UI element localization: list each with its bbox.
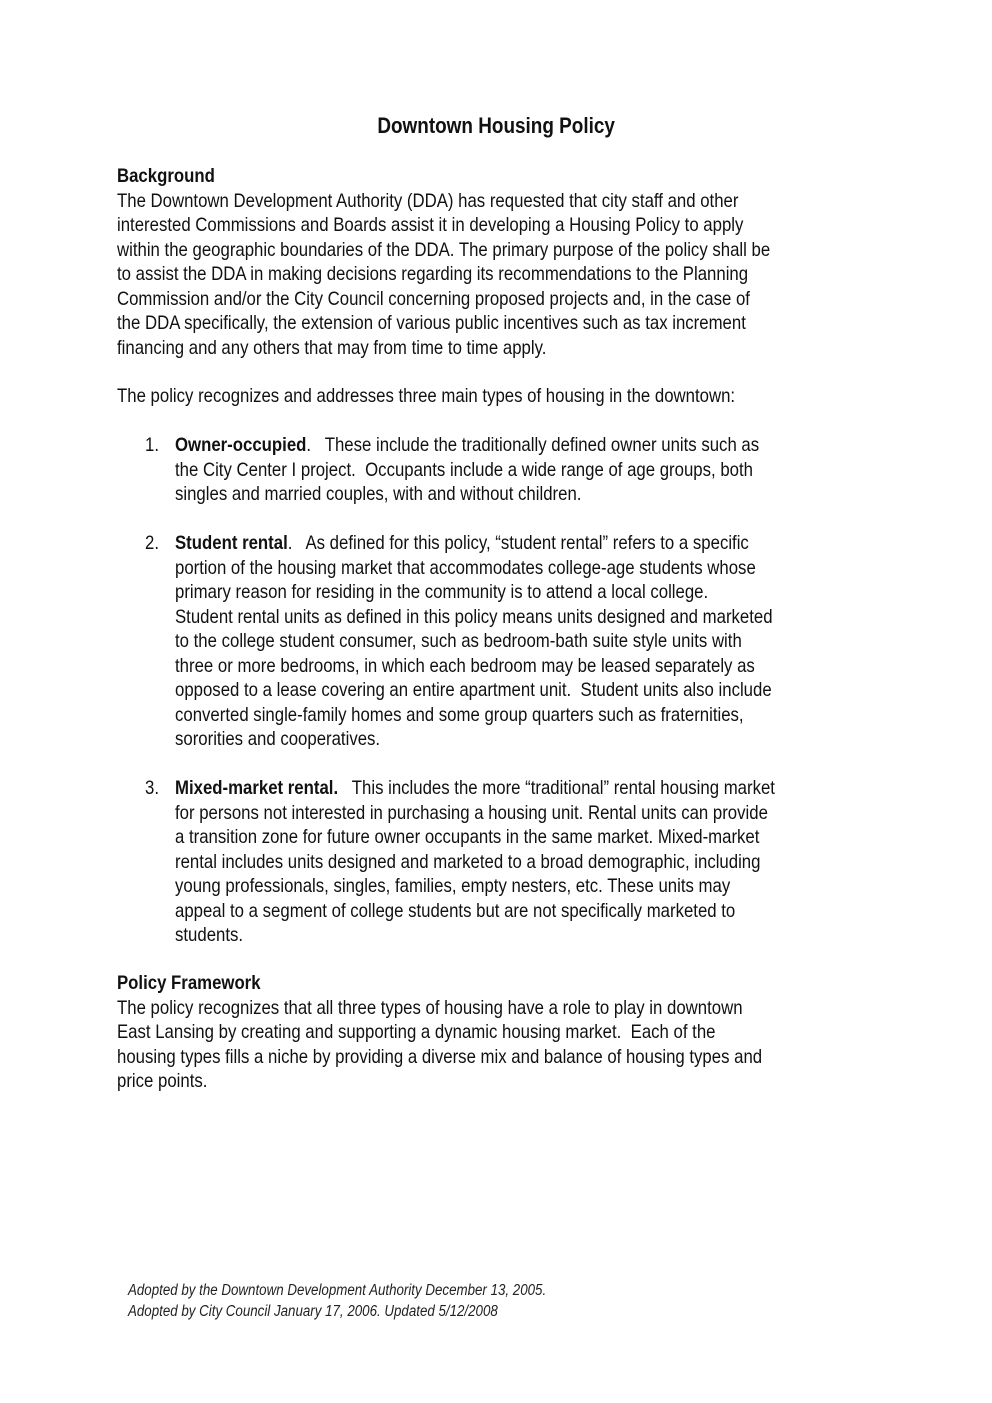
paragraph-line: price points.: [117, 1070, 208, 1092]
page-title: [0, 112, 992, 140]
footer-line: Adopted by City Council January 17, 2006. Updated 5/12/2008: [128, 1303, 498, 1320]
footer-line: Adopted by the Downtown Development Authority December 13, 2005.: [128, 1282, 547, 1299]
paragraph-line: Commission and/or the City Council concerning proposed projects and, in the case of: [117, 287, 750, 310]
term-student-rental: Student rental: [175, 532, 288, 554]
policy-framework-section: [117, 971, 867, 1094]
paragraph-line: the DDA specifically, the extension of various public incentives such as tax increment: [117, 312, 746, 334]
background-section: [117, 164, 877, 360]
list-number: 2.: [145, 532, 159, 554]
list-number: 3.: [145, 777, 159, 799]
section-heading-background: Background: [117, 165, 215, 187]
intro-paragraph: The policy recognizes and addresses three main types of housing in the downtown:: [117, 385, 736, 407]
adoption-footer: [128, 1280, 614, 1322]
paragraph-line: to assist the DDA in making decisions regarding its recommendations to the Planning: [117, 263, 749, 285]
term-owner-occupied: Owner-occupied: [175, 434, 307, 456]
paragraph-line: within the geographic boundaries of the DDA. The primary purpose of the policy shall be: [117, 238, 771, 261]
section-heading-policy-framework: Policy Framework: [117, 972, 261, 994]
paragraph-line: The policy recognizes that all three types of housing have a role to play in downtown: [117, 996, 743, 1019]
paragraph-line: housing types fills a niche by providing a diverse mix and balance of housing types and: [117, 1045, 763, 1068]
paragraph-line: The Downtown Development Authority (DDA) has requested that city staff and other: [117, 189, 739, 212]
paragraph-line: interested Commissions and Boards assist it in developing a Housing Policy to apply: [117, 214, 744, 236]
list-number: 1.: [145, 434, 159, 456]
document-page: Downtown Housing Policy Background The Downtown Development Authority (DDA) has requested that city staff and other interested Commissions and Boards assist it in developing a Housing Policy to apply within the geographic boundaries of the DDA. The primary purpose of the policy shall be to assist the DDA in making decisions regarding its recommendations to the Planning Commission and/or the City Council concerning proposed projects and, in the case of the DDA specifically, the extension of various public incentives such as tax increment financing and any others that may from time to time apply. The policy recognizes and addresses three main types of housing in the downtown: 1. Owner-occupied. These include the traditionally defined owner units such as the City Center I project. Occupants include a wide range of age groups, both singles and married couples, with and without children. 2. Student rental. As defined for this policy, “student rental” refers to a specific portion of the housing market that accommodates college-age students whose primary reason for residing in the community is to attend a local college. Student rental units as defined in this policy means units designed and marketed to the college student consumer, such as bedroom-bath suite style units with three or more bedrooms, in which each bedroom may be leased separately as opposed to a lease covering an entire apartment unit. Student units also include converted single-family homes and some group quarters such as fraternities, sororities and cooperatives. 3. Mixed-market rental. This includes the more “traditional” rental housing market for persons not interested in purchasing a housing unit. Rental units can provide a transition zone for future owner occupants in the same market. Mixed-market rental includes units designed and marketed to a broad demographic, including young professionals, singles, families, empty nesters, etc. These units may appeal to a segment of college students but are not specifically marketed to students. Policy Framework The policy recognizes that all three types of housing have a role to play in downtown East Lansing by creating and supporting a dynamic housing market. Each of the housing types fills a niche by providing a diverse mix and balance of housing types and price points. Adopted by the Downtown Development Authority December 13, 2005. Adopted by City Council January 17, 2006. Updated 5/12/2008: [0, 0, 992, 1403]
title-text: Downtown Housing Policy: [377, 113, 615, 138]
term-mixed-market-rental: Mixed-market rental.: [175, 777, 339, 799]
paragraph-line: East Lansing by creating and supporting a dynamic housing market. Each of the: [117, 1021, 716, 1043]
paragraph-line: financing and any others that may from time to time apply.: [117, 336, 547, 359]
